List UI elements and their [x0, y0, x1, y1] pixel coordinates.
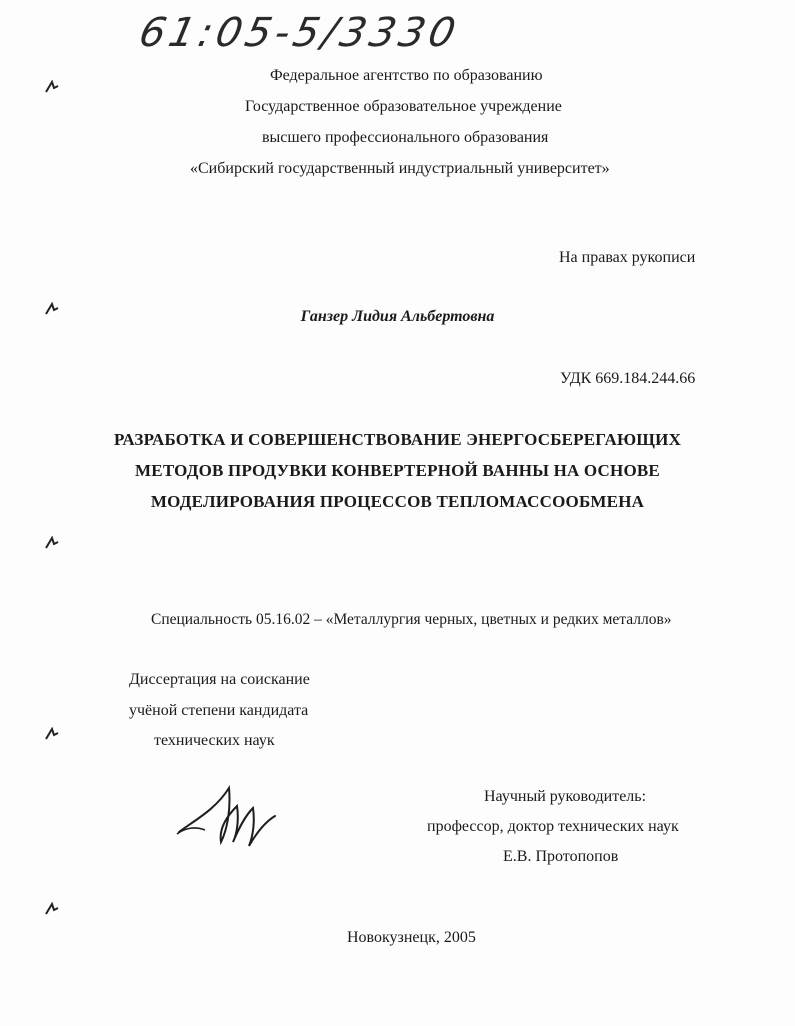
margin-mark-icon	[44, 80, 60, 94]
udc-code: УДК 669.184.244.66	[560, 370, 696, 387]
manuscript-rights: На правах рукописи	[559, 249, 696, 266]
archive-number: 61:05-5/3330	[135, 10, 464, 56]
supervisor-name: Е.В. Протопопов	[503, 848, 619, 865]
title-line-1: РАЗРАБОТКА И СОВЕРШЕНСТВОВАНИЕ ЭНЕРГОСБЕРЕГАЮЩИХ	[113, 430, 682, 449]
margin-mark-icon	[44, 536, 60, 550]
dissertation-line-3: технических наук	[154, 732, 275, 749]
agency-line: Федеральное агентство по образованию	[270, 67, 543, 84]
supervisor-label: Научный руководитель:	[484, 788, 647, 805]
specialty: Специальность 05.16.02 – «Металлургия черных, цветных и редких металлов»	[151, 611, 672, 628]
university-name: «Сибирский государственный индустриальный университет»	[190, 160, 610, 177]
author-name: Ганзер Лидия Альбертовна	[300, 308, 495, 325]
city-year: Новокузнецк, 2005	[347, 929, 476, 946]
title-line-2: МЕТОДОВ ПРОДУВКИ КОНВЕРТЕРНОЙ ВАННЫ НА ОСНОВЕ	[135, 461, 660, 480]
institution-line-2: высшего профессионального образования	[262, 129, 549, 146]
title-line-3: МОДЕЛИРОВАНИЯ ПРОЦЕССОВ ТЕПЛОМАССООБМЕНА	[150, 492, 645, 511]
institution-line-1: Государственное образовательное учреждение	[245, 98, 562, 115]
margin-mark-icon	[44, 902, 60, 916]
dissertation-line-1: Диссертация на соискание	[129, 671, 310, 688]
margin-mark-icon	[44, 727, 60, 741]
supervisor-title: профессор, доктор технических наук	[427, 818, 679, 835]
dissertation-line-2: учёной степени кандидата	[129, 702, 309, 719]
signature	[175, 780, 285, 855]
